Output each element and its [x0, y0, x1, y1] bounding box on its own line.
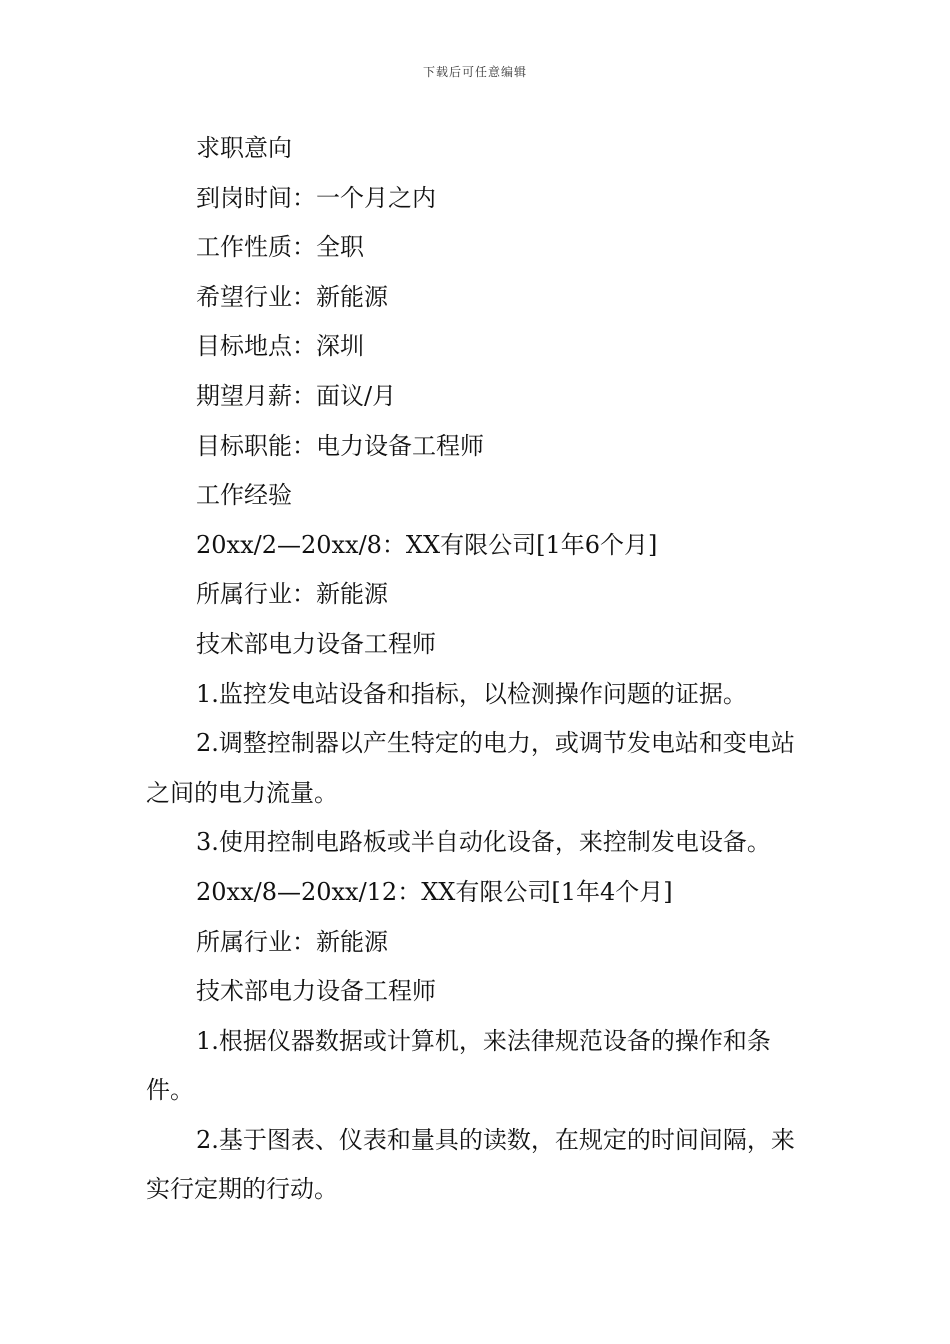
job-2-period: 20xx/8—20xx/12：XX有限公司[1年4个月]: [196, 877, 673, 906]
job-2-duty-2: 2.基于图表、仪表和量具的读数，在规定的时间间隔，来实行定期的行动。: [146, 1125, 795, 1204]
document-body: [146, 124, 816, 1215]
section-heading-work-experience: 工作经验: [196, 481, 292, 510]
job-1-industry: 所属行业：新能源: [196, 580, 388, 609]
page-header: 下载后可任意编辑: [422, 65, 527, 79]
job-1-duty-1: 1.监控发电站设备和指标，以检测操作问题的证据。: [196, 679, 747, 708]
job-1-duty-3: 3.使用控制电路板或半自动化设备，来控制发电设备。: [196, 828, 771, 857]
job-1-title: 技术部电力设备工程师: [196, 629, 436, 658]
job-1-period: 20xx/2—20xx/8：XX有限公司[1年6个月]: [196, 530, 658, 559]
arrival-time: 到岗时间：一个月之内: [196, 183, 436, 212]
job-type: 工作性质：全职: [196, 233, 364, 262]
desired-industry: 希望行业：新能源: [196, 282, 388, 311]
expected-salary: 期望月薪：面议/月: [196, 381, 397, 410]
section-heading-job-intention: 求职意向: [196, 134, 292, 162]
job-2-title: 技术部电力设备工程师: [196, 977, 436, 1006]
job-2-industry: 所属行业：新能源: [196, 927, 388, 956]
job-1-duty-2: 2.调整控制器以产生特定的电力，或调节发电站和变电站之间的电力流量。: [146, 729, 795, 807]
target-function: 目标职能：电力设备工程师: [196, 431, 484, 460]
target-location: 目标地点：深圳: [196, 332, 364, 361]
job-2-duty-1: 1.根据仪器数据或计算机，来法律规范设备的操作和条件。: [146, 1026, 771, 1105]
